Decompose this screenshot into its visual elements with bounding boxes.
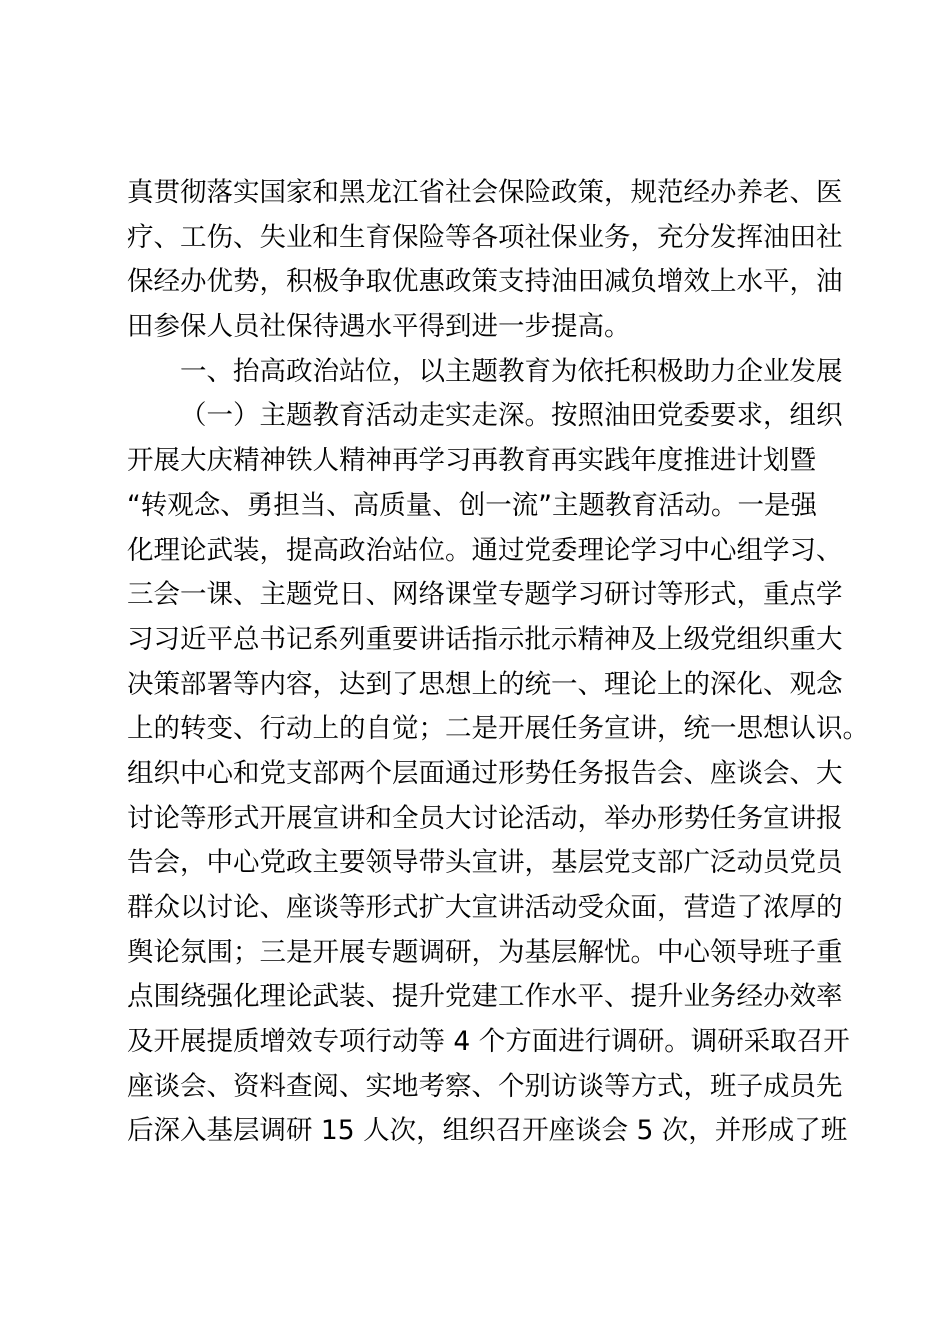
paragraph-line: 三会一课、主题党日、网络课堂专题学习研讨等形式，重点学 <box>127 579 843 611</box>
paragraph-line: 保经办优势，积极争取优惠政策支持油田减负增效上水平，油 <box>127 266 843 298</box>
paragraph-line: 疗、工伤、失业和生育保险等各项社保业务，充分发挥油田社 <box>127 221 843 253</box>
paragraph-line: 及开展提质增效专项行动等 4 个方面进行调研。调研采取召开 <box>127 1026 850 1058</box>
subsection-heading-line: （一）主题教育活动走实走深。按照油田党委要求，组织 <box>180 400 843 432</box>
section-heading: 一、抬高政治站位，以主题教育为依托积极助力企业发展 <box>180 355 843 387</box>
paragraph-line: 讨论等形式开展宣讲和全员大讨论活动，举办形势任务宣讲报 <box>127 802 843 834</box>
paragraph-line: 点围绕强化理论武装、提升党建工作水平、提升业务经办效率 <box>127 981 843 1013</box>
paragraph-line: 习习近平总书记系列重要讲话指示批示精神及上级党组织重大 <box>127 623 843 655</box>
paragraph-line: 座谈会、资料查阅、实地考察、个别访谈等方式，班子成员先 <box>127 1070 843 1102</box>
paragraph-line: “转观念、勇担当、高质量、创一流”主题教育活动。一是强 <box>127 489 817 521</box>
paragraph-line: 后深入基层调研 15 人次，组织召开座谈会 5 次，并形成了班 <box>127 1115 848 1147</box>
body-text <box>127 171 869 1154</box>
paragraph-line: 告会，中心党政主要领导带头宣讲，基层党支部广泛动员党员 <box>127 847 843 879</box>
paragraph-line: 田参保人员社保待遇水平得到进一步提高。 <box>127 311 631 343</box>
paragraph-line: 上的转变、行动上的自觉；二是开展任务宣讲，统一思想认识。 <box>127 713 869 745</box>
paragraph-line: 开展大庆精神铁人精神再学习再教育再实践年度推进计划暨 <box>127 445 816 477</box>
paragraph-line: 化理论武装，提高政治站位。通过党委理论学习中心组学习、 <box>127 534 843 566</box>
paragraph-line: 组织中心和党支部两个层面通过形势任务报告会、座谈会、大 <box>127 757 843 789</box>
paragraph-line: 决策部署等内容，达到了思想上的统一、理论上的深化、观念 <box>127 668 843 700</box>
paragraph-line: 群众以讨论、座谈等形式扩大宣讲活动受众面，营造了浓厚的 <box>127 892 843 923</box>
paragraph-line: 舆论氛围；三是开展专题调研，为基层解忧。中心领导班子重 <box>127 936 843 968</box>
paragraph-line: 真贯彻落实国家和黑龙江省社会保险政策，规范经办养老、医 <box>127 177 843 208</box>
